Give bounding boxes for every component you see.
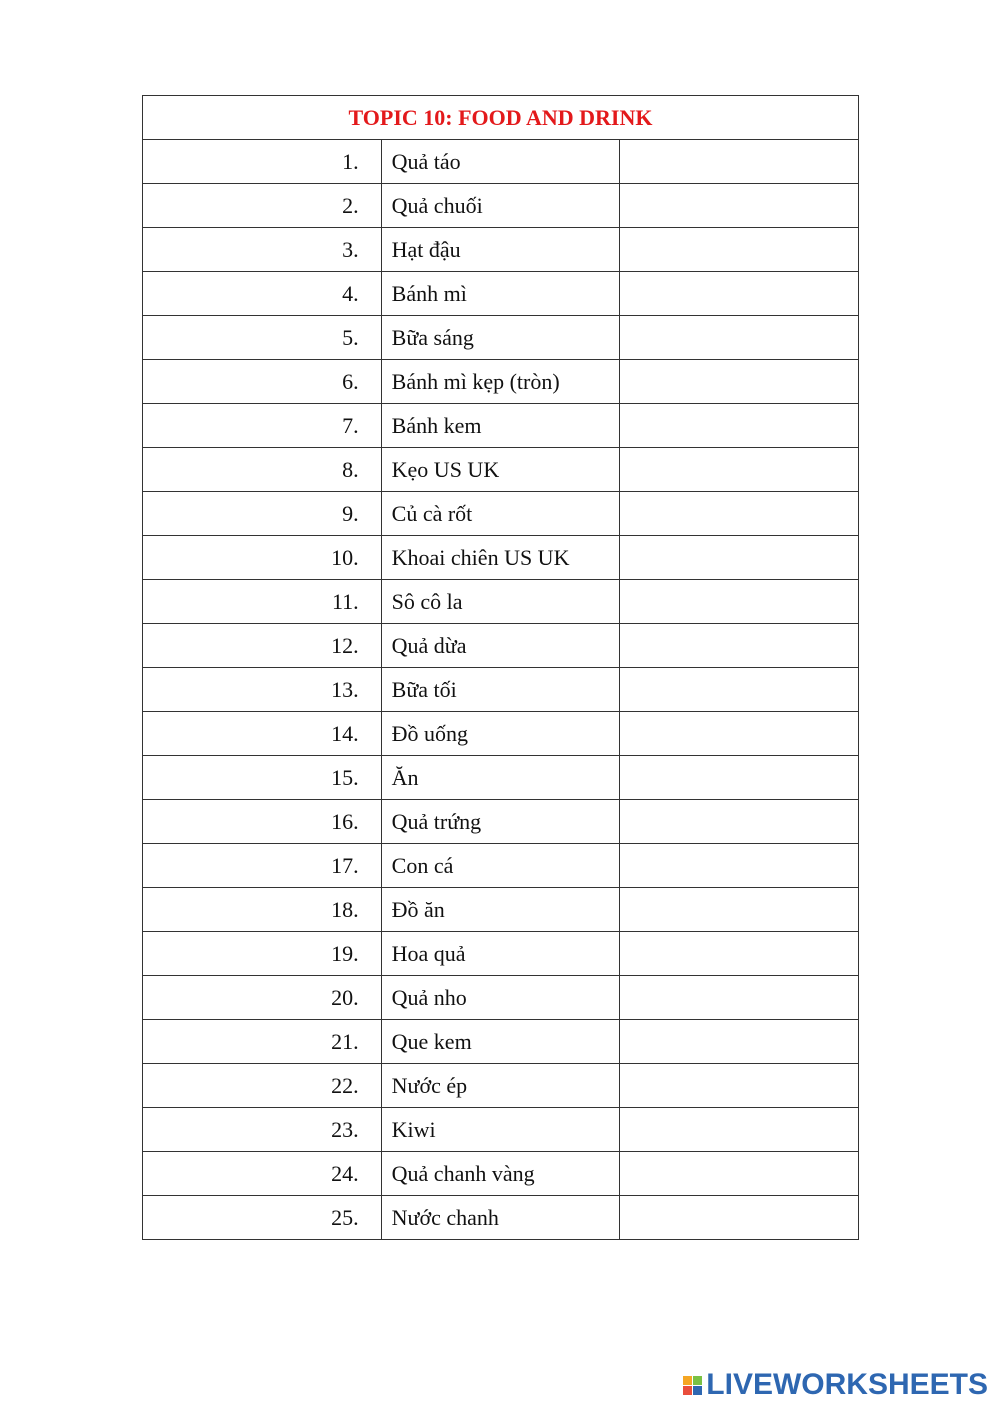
table-row [143,580,859,624]
answer-field[interactable] [620,888,859,932]
table-row [143,272,859,316]
vietnamese-word: Hạt đậu [381,228,620,272]
row-number: 2. [143,184,382,228]
vietnamese-word: Đồ ăn [381,888,620,932]
answer-field[interactable] [620,448,859,492]
table-row [143,140,859,184]
table-row [143,668,859,712]
table-row [143,316,859,360]
table-row [143,712,859,756]
table-row [143,228,859,272]
vocabulary-table [142,95,859,1240]
answer-field[interactable] [620,976,859,1020]
logo-square-3 [683,1386,692,1395]
table-row [143,1196,859,1240]
answer-field[interactable] [620,844,859,888]
row-number: 14. [143,712,382,756]
table-row [143,756,859,800]
answer-field[interactable] [620,712,859,756]
row-number: 3. [143,228,382,272]
answer-field[interactable] [620,800,859,844]
vietnamese-word: Hoa quả [381,932,620,976]
answer-field[interactable] [620,184,859,228]
vietnamese-word: Bánh kem [381,404,620,448]
vietnamese-word: Nước ép [381,1064,620,1108]
row-number: 11. [143,580,382,624]
table-row [143,1020,859,1064]
answer-field[interactable] [620,756,859,800]
vietnamese-word: Quả trứng [381,800,620,844]
vietnamese-word: Nước chanh [381,1196,620,1240]
row-number: 10. [143,536,382,580]
answer-field[interactable] [620,1020,859,1064]
liveworksheets-logo [683,1368,988,1402]
table-row [143,1064,859,1108]
row-number: 21. [143,1020,382,1064]
table-row [143,1152,859,1196]
row-number: 15. [143,756,382,800]
answer-field[interactable] [620,492,859,536]
logo-square-4 [693,1386,702,1395]
vietnamese-word: Củ cà rốt [381,492,620,536]
answer-field[interactable] [620,140,859,184]
vietnamese-word: Quả táo [381,140,620,184]
table-row [143,360,859,404]
logo-text: LIVEWORKSHEETS [706,1368,988,1401]
answer-field[interactable] [620,580,859,624]
answer-field[interactable] [620,228,859,272]
vietnamese-word: Con cá [381,844,620,888]
answer-field[interactable] [620,272,859,316]
logo-square-1 [683,1376,692,1385]
table-row [143,888,859,932]
answer-field[interactable] [620,360,859,404]
vietnamese-word: Sô cô la [381,580,620,624]
vietnamese-word: Bánh mì kẹp (tròn) [381,360,620,404]
table-row [143,448,859,492]
row-number: 19. [143,932,382,976]
table-row [143,844,859,888]
vietnamese-word: Bữa tối [381,668,620,712]
row-number: 12. [143,624,382,668]
answer-field[interactable] [620,1196,859,1240]
title-row [143,96,859,140]
vietnamese-word: Đồ uống [381,712,620,756]
row-number: 9. [143,492,382,536]
answer-field[interactable] [620,316,859,360]
row-number: 4. [143,272,382,316]
row-number: 17. [143,844,382,888]
answer-field[interactable] [620,668,859,712]
table-row [143,800,859,844]
vietnamese-word: Quả dừa [381,624,620,668]
vietnamese-word: Khoai chiên US UK [381,536,620,580]
table-row [143,492,859,536]
row-number: 20. [143,976,382,1020]
row-number: 18. [143,888,382,932]
vietnamese-word: Quả chanh vàng [381,1152,620,1196]
table-row [143,976,859,1020]
answer-field[interactable] [620,1108,859,1152]
vietnamese-word: Quả chuối [381,184,620,228]
row-number: 8. [143,448,382,492]
liveworksheets-logo-icon [683,1376,702,1395]
row-number: 1. [143,140,382,184]
vietnamese-word: Ăn [381,756,620,800]
answer-field[interactable] [620,536,859,580]
table-row [143,184,859,228]
logo-square-2 [693,1376,702,1385]
vietnamese-word: Bánh mì [381,272,620,316]
row-number: 13. [143,668,382,712]
table-row [143,536,859,580]
table-row [143,624,859,668]
row-number: 16. [143,800,382,844]
vietnamese-word: Kiwi [381,1108,620,1152]
vietnamese-word: Quả nho [381,976,620,1020]
vietnamese-word: Que kem [381,1020,620,1064]
answer-field[interactable] [620,624,859,668]
answer-field[interactable] [620,1064,859,1108]
row-number: 6. [143,360,382,404]
row-number: 22. [143,1064,382,1108]
vietnamese-word: Bữa sáng [381,316,620,360]
answer-field[interactable] [620,1152,859,1196]
row-number: 5. [143,316,382,360]
vocabulary-table-body [143,96,859,1240]
row-number: 25. [143,1196,382,1240]
answer-field[interactable] [620,404,859,448]
worksheet-title: TOPIC 10: FOOD AND DRINK [143,96,859,140]
table-row [143,932,859,976]
row-number: 7. [143,404,382,448]
vietnamese-word: Kẹo US UK [381,448,620,492]
row-number: 24. [143,1152,382,1196]
table-row [143,404,859,448]
table-row [143,1108,859,1152]
row-number: 23. [143,1108,382,1152]
answer-field[interactable] [620,932,859,976]
